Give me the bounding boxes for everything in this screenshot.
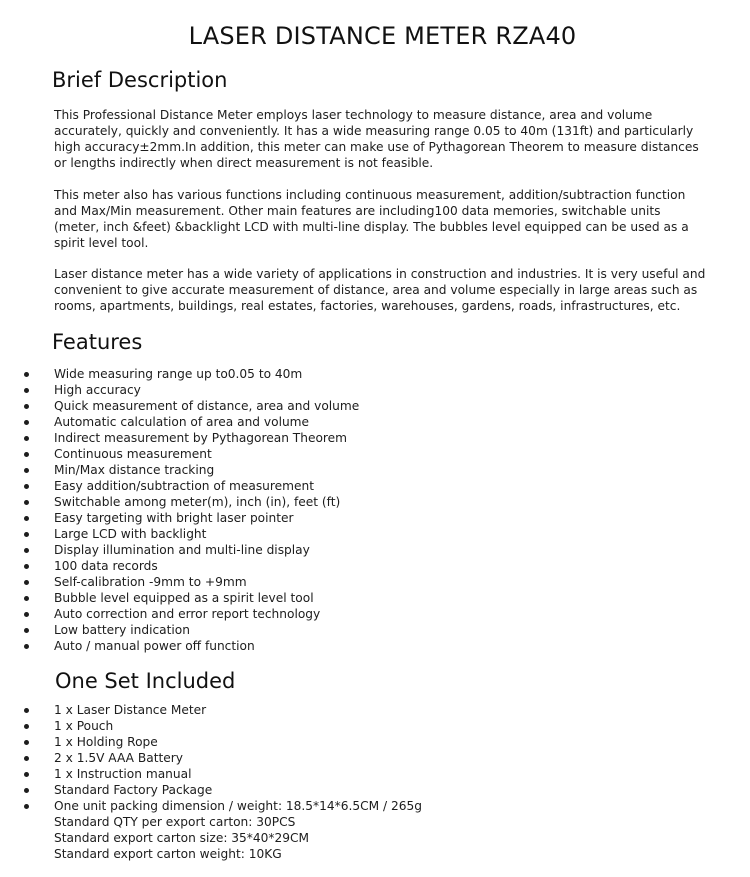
bullet-icon bbox=[24, 724, 29, 729]
list-item bbox=[0, 430, 700, 446]
list-item bbox=[0, 558, 700, 574]
feature-text: Large LCD with backlight bbox=[54, 527, 207, 541]
bullet-icon bbox=[24, 612, 29, 617]
bullet-icon bbox=[24, 532, 29, 537]
bullet-icon bbox=[24, 404, 29, 409]
bullet-icon bbox=[24, 388, 29, 393]
list-item bbox=[0, 526, 700, 542]
one-set-included-heading: One Set Included bbox=[55, 669, 236, 693]
feature-text: Indirect measurement by Pythagorean Theorem bbox=[54, 431, 348, 445]
bullet-icon bbox=[24, 596, 29, 601]
set-item-text: 1 x Instruction manual bbox=[54, 767, 192, 781]
list-item bbox=[0, 734, 700, 750]
feature-text: Display illumination and multi-line display bbox=[54, 543, 310, 557]
feature-text: High accuracy bbox=[54, 383, 141, 397]
carton-size-line: Standard export carton size: 35*40*29CM bbox=[54, 831, 310, 845]
list-item bbox=[0, 494, 700, 510]
features-list bbox=[0, 366, 700, 654]
brief-paragraph-1: This Professional Distance Meter employs laser technology to measure distance, area and volume accurately, quickly and conveniently. It has a wide measuring range 0.05 to 40m (131ft) and particularly high accuracy±2mm.In addition, this meter can make use of Pythagorean Theorem to measure distances or lengths indirectly when direct measurement is not feasible. bbox=[54, 108, 699, 170]
set-item-text: Standard Factory Package bbox=[54, 783, 213, 797]
list-item bbox=[0, 638, 700, 654]
bullet-icon bbox=[24, 548, 29, 553]
feature-text: Min/Max distance tracking bbox=[54, 463, 215, 477]
carton-weight-line: Standard export carton weight: 10KG bbox=[54, 847, 282, 861]
feature-text: Automatic calculation of area and volume bbox=[54, 415, 310, 429]
export-carton-details bbox=[0, 814, 700, 862]
list-item bbox=[0, 606, 700, 622]
bullet-icon bbox=[24, 468, 29, 473]
list-item bbox=[0, 798, 700, 814]
list-item bbox=[0, 478, 700, 494]
feature-text: Switchable among meter(m), inch (in), feet (ft) bbox=[54, 495, 341, 509]
feature-text: Continuous measurement bbox=[54, 447, 212, 461]
feature-text: Easy addition/subtraction of measurement bbox=[54, 479, 315, 493]
set-item-text: 1 x Holding Rope bbox=[54, 735, 158, 749]
bullet-icon bbox=[24, 372, 29, 377]
feature-text: Quick measurement of distance, area and volume bbox=[54, 399, 360, 413]
feature-text: Auto / manual power off function bbox=[54, 639, 255, 653]
bullet-icon bbox=[24, 500, 29, 505]
bullet-icon bbox=[24, 436, 29, 441]
list-item bbox=[0, 446, 700, 462]
list-item bbox=[0, 702, 700, 718]
set-item-text: One unit packing dimension / weight: 18.5*14*6.5CM / 265g bbox=[54, 799, 423, 813]
list-item bbox=[0, 574, 700, 590]
brief-description-heading: Brief Description bbox=[52, 68, 228, 92]
list-item bbox=[0, 622, 700, 638]
list-item bbox=[0, 766, 700, 782]
bullet-icon bbox=[24, 740, 29, 745]
list-item bbox=[0, 382, 700, 398]
list-item bbox=[0, 414, 700, 430]
list-item bbox=[0, 366, 700, 382]
list-item bbox=[0, 542, 700, 558]
feature-text: Bubble level equipped as a spirit level tool bbox=[54, 591, 314, 605]
feature-text: Wide measuring range up to0.05 to 40m bbox=[54, 367, 303, 381]
bullet-icon bbox=[24, 772, 29, 777]
list-item bbox=[0, 782, 700, 798]
bullet-icon bbox=[24, 516, 29, 521]
bullet-icon bbox=[24, 804, 29, 809]
bullet-icon bbox=[24, 564, 29, 569]
list-item bbox=[0, 750, 700, 766]
bullet-icon bbox=[24, 644, 29, 649]
feature-text: Self-calibration -9mm to +9mm bbox=[54, 575, 247, 589]
set-item-text: 1 x Laser Distance Meter bbox=[54, 703, 207, 717]
bullet-icon bbox=[24, 420, 29, 425]
bullet-icon bbox=[24, 788, 29, 793]
feature-text: Easy targeting with bright laser pointer bbox=[54, 511, 294, 525]
bullet-icon bbox=[24, 756, 29, 761]
list-item bbox=[0, 718, 700, 734]
list-item bbox=[0, 590, 700, 606]
brief-paragraph-3: Laser distance meter has a wide variety of applications in construction and industries. It is very useful and convenient to give accurate measurement of distance, area and volume especially in large areas such as rooms, apartments, buildings, real estates, factories, warehouses, gardens, roads, infrastructures, etc. bbox=[54, 267, 706, 313]
bullet-icon bbox=[24, 708, 29, 713]
feature-text: 100 data records bbox=[54, 559, 158, 573]
features-heading: Features bbox=[52, 330, 143, 354]
bullet-icon bbox=[24, 580, 29, 585]
bullet-icon bbox=[24, 628, 29, 633]
carton-qty-line: Standard QTY per export carton: 30PCS bbox=[54, 815, 296, 829]
bullet-icon bbox=[24, 484, 29, 489]
set-item-text: 1 x Pouch bbox=[54, 719, 114, 733]
bullet-icon bbox=[24, 452, 29, 457]
feature-text: Low battery indication bbox=[54, 623, 190, 637]
set-included-list bbox=[0, 702, 700, 814]
document-title: LASER DISTANCE METER RZA40 bbox=[188, 22, 577, 50]
feature-text: Auto correction and error report technology bbox=[54, 607, 321, 621]
list-item bbox=[0, 398, 700, 414]
set-item-text: 2 x 1.5V AAA Battery bbox=[54, 751, 183, 765]
list-item bbox=[0, 510, 700, 526]
brief-paragraph-2: This meter also has various functions including continuous measurement, addition/subtraction function and Max/Min measurement. Other main features are including100 data memories, switchable units (meter, inch &feet) &backlight LCD with multi-line display. The bubbles level equipped can be used as a spirit level tool. bbox=[54, 188, 689, 250]
list-item bbox=[0, 462, 700, 478]
